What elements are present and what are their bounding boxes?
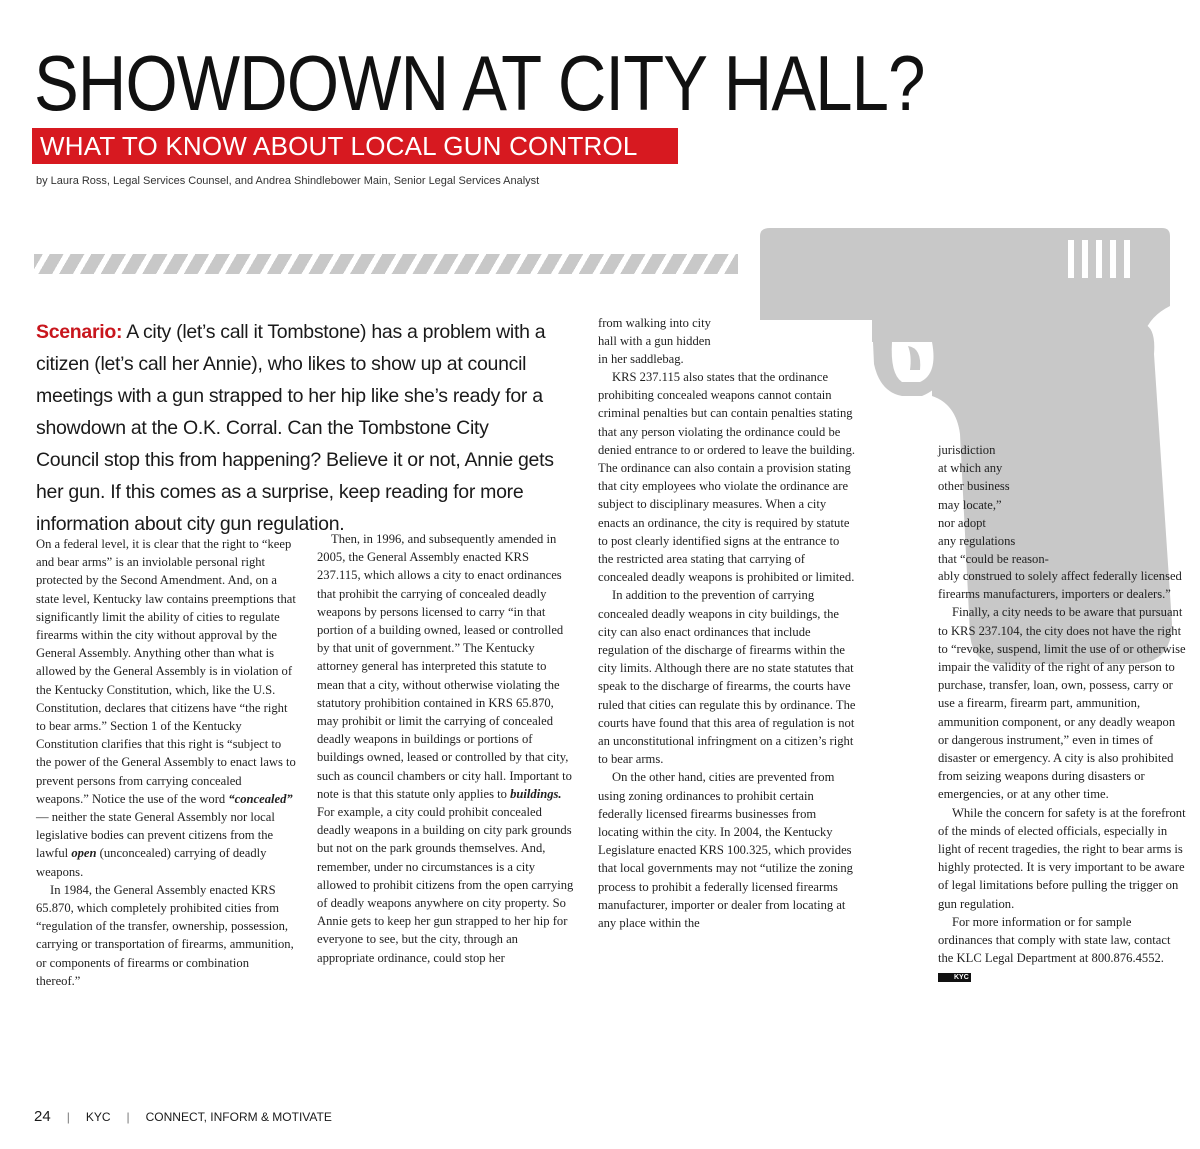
col4-top-line: jurisdiction xyxy=(938,443,996,457)
column-4 xyxy=(938,567,1188,986)
scenario-intro xyxy=(36,316,556,540)
col1-paragraph-2: In 1984, the General Assembly enacted KRS 65.870, which completely prohibited cities from “regulation of the transfer, ownership, possession, carrying or transportation of firearms, ammunition, or components of firearms or combination thereof.” xyxy=(36,882,294,988)
article-title: SHOWDOWN AT CITY HALL? xyxy=(34,39,925,127)
page-number: 24 xyxy=(34,1108,51,1125)
col3-paragraph-2: In addition to the prevention of carrying concealed deadly weapons in city buildings, the city can also enact ordinances that include regulation of the discharge of firearms within the city limits. Although there are no state statutes that speak to the discharge of firearms, the courts have ruled that cities can regulate this by ordinance. The courts have found that this area of regulation is not an unconstitutional infringment on a citizen’s right to bear arms. xyxy=(598,588,856,767)
decorative-stripe xyxy=(34,254,738,274)
scenario-lead: Scenario: xyxy=(36,321,123,343)
col4-paragraph-2: While the concern for safety is at the forefront of the minds of elected officials, especially in light of recent tragedies, the right to bear arms is highly protected. It is very important to be aware of legal limitations before pulling the trigger on gun regulation. xyxy=(938,805,1186,911)
footer-separator: | xyxy=(66,1110,70,1124)
footer-magazine: KYC xyxy=(85,1110,111,1124)
col3-top-line: in her saddlebag. xyxy=(598,352,684,367)
column-1 xyxy=(36,535,296,990)
col4-top-line: other business xyxy=(938,479,1010,494)
col4-top-line: that “could be reason- xyxy=(938,552,1049,567)
col4-paragraph-1: Finally, a city needs to be aware that pursuant to KRS 237.104, the city does not have the right to “revoke, suspend, limit the use of or otherwise impair the validity of the right of any person to purchase, transfer, loan, own, possess, carry or use a firearm, firearm part, ammunition, ammunition component, or any deadly weapon or dangerous instrument,” even in times of disaster or emergency. A city is also prohibited from seizing weapons during disasters or emergencies, or at any other time. xyxy=(938,605,1186,802)
page-footer xyxy=(34,1108,332,1125)
byline: by Laura Ross, Legal Services Counsel, and Andrea Shindlebower Main, Senior Legal Services Analyst xyxy=(36,175,540,187)
column-4-top xyxy=(938,441,1078,568)
col4-top-line: nor adopt xyxy=(938,515,986,530)
col1-paragraph-1: On a federal level, it is clear that the right to “keep and bear arms” is an inviolable personal right protected by the Second Amendment. And, on a state level, Kentucky law contains preemptions that significantly limit the ability of cities to regulate firearms within the city without approval by the General Assembly. Anything other than what is allowed by the General Assembly is in violation of the Kentucky Constitution, which, like the U.S. Constitution, declares that citizens have “the right to bear arms.” Section 1 of the Kentucky Constitution clarifies that this right is “subject to the power of the General Assembly to enact laws to prevent persons from carrying concealed weapons.” Notice the use of the word “concealed” — neither the state General Assembly nor local legislative bodies can prevent citizens from the lawful open (unconcealed) carrying of deadly weapons. xyxy=(36,537,296,879)
footer-tagline: CONNECT, INFORM & MOTIVATE xyxy=(145,1110,332,1124)
kyc-end-badge: KYC xyxy=(938,973,971,982)
column-2 xyxy=(317,530,575,967)
column-3-top xyxy=(598,314,758,369)
column-3 xyxy=(598,368,856,932)
article-subtitle: WHAT TO KNOW ABOUT LOCAL GUN CONTROL xyxy=(40,131,638,161)
col4-top-line: at which any xyxy=(938,461,1003,476)
col4-top-line: any regulations xyxy=(938,534,1016,549)
col3-paragraph-1: KRS 237.115 also states that the ordinance prohibiting concealed weapons cannot contain criminal penalties but can contain penalties stating that any person violating the ordinance could be denied entrance to or ordered to leave the building. The ordinance can also contain a provision stating that city employees who violate the ordinance are subject to disciplinary measures. When a city enacts an ordinance, the city is required by statute to post clearly identified signs at the entrance to the restricted area stating that carrying of concealed deadly weapons is prohibited or limited. xyxy=(598,370,856,585)
col3-top-line: from walking into city xyxy=(598,316,711,330)
col4-paragraph-0: ably construed to solely affect federally licensed firearms manufacturers, importers or dealers.” xyxy=(938,569,1182,602)
col4-paragraph-3: For more information or for sample ordinances that comply with state law, contact the KLC Legal Department at 800.876.4552. KYC xyxy=(938,914,1171,982)
col2-paragraph-1: Then, in 1996, and subsequently amended in 2005, the General Assembly enacted KRS 237.115, which allows a city to enact ordinances that prohibit the carrying of concealed deadly weapons by persons licensed to carry “in that portion of a building owned, leased or controlled by that unit of government.” The Kentucky attorney general has interpreted this statute to mean that a city, without otherwise violating the statutory prohibition contained in KRS 65.870, may prohibit or limit the carrying of concealed deadly weapons in buildings or portions of buildings owned, leased or controlled by that city, such as council chambers or city hall. Important to note is that this statute only applies to buildings. For example, a city could prohibit concealed deadly weapons in a building on city park grounds but not on the park grounds themselves. And, remember, under no circumstances is a city allowed to prohibit citizens from the open carrying of deadly weapons anywhere on city property. So Annie gets to keep her gun strapped to her hip for everyone to see, but the city, through an appropriate ordinance, could stop her xyxy=(317,532,574,965)
col3-top-line: hall with a gun hidden xyxy=(598,334,711,349)
scenario-text: A city (let’s call it Tombstone) has a problem with a citizen (let’s call her Annie), who likes to show up at council meetings with a gun strapped to her hip like she’s ready for a showdown at the O.K. Corral. Can the Tombstone City Council stop this from happening? Believe it or not, Annie gets her gun. If this comes as a surprise, keep reading for more information about city gun regulation. xyxy=(36,321,554,535)
col4-top-line: may locate,” xyxy=(938,497,1002,512)
col3-paragraph-3: On the other hand, cities are prevented from using zoning ordinances to prohibit certain federally licensed firearms businesses from locating within the city. In 2004, the Kentucky Legislature enacted KRS 100.325, which provides that local governments may not “utilize the zoning process to prohibit a federally licensed firearms manufacturer, importer or dealer from locating at any place within the xyxy=(598,770,853,931)
footer-separator: | xyxy=(126,1110,130,1124)
